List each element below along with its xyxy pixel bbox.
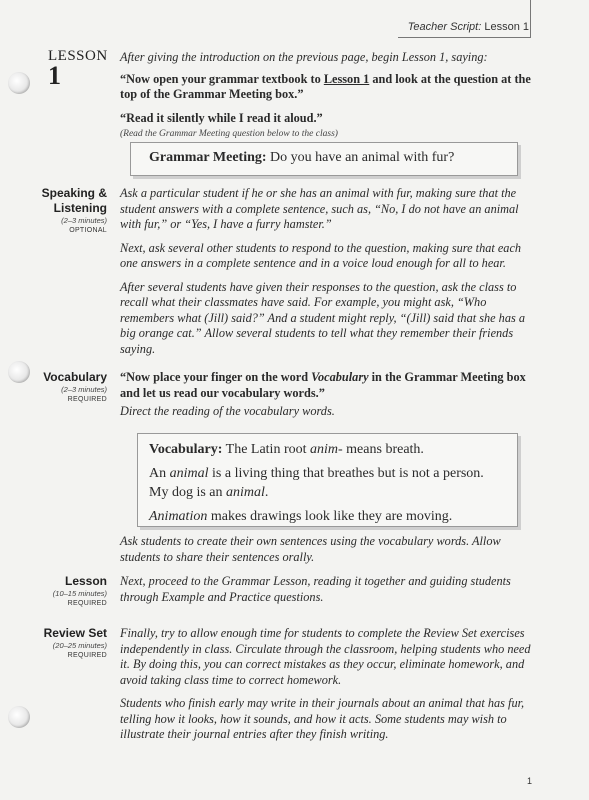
section-title: Review Set — [43, 626, 107, 640]
section-requirement: REQUIRED — [67, 600, 107, 607]
vocab-text: The Latin root — [222, 442, 310, 457]
review-set-body — [120, 626, 534, 743]
paragraph: Direct the reading of the vocabulary words. — [120, 404, 335, 418]
running-header — [408, 21, 529, 33]
speaking-listening-heading — [42, 186, 107, 235]
section-minutes: (20–25 minutes) — [52, 641, 107, 650]
vocab-word: animal — [226, 485, 265, 500]
vocab-text: means breath. — [342, 442, 424, 457]
lesson-number: 1 — [48, 61, 61, 90]
grammar-meeting-text — [149, 150, 454, 166]
section-minutes: (2–3 minutes) — [61, 216, 107, 225]
grammar-meeting-box — [130, 142, 518, 176]
vocabulary-quote — [120, 370, 534, 401]
header-script-label: Teacher Script: — [407, 21, 482, 33]
vocab-text: is a living thing that breathes but is not a person. My dog is an — [149, 466, 484, 500]
vocabulary-box-text — [149, 440, 499, 526]
paragraph: Students who finish early may write in their journals about an animal that has fur, telling how it looks, how it sounds, and how it acts. Some students may wish to illustrate their journal entries after they finish writing. — [120, 696, 525, 741]
paragraph: After several students have given their responses to the question, ask the class to recall what their classmates have said. For example, you might ask, “Who remembers what (Jill) said?” And a student might reply, “(Jill) said that she has a big orange cat.” Allow several students to tell what they remember their friends saying. — [120, 279, 525, 356]
section-requirement: REQUIRED — [67, 396, 107, 403]
lesson-paragraph: Next, proceed to the Grammar Lesson, reading it together and guiding students through Example and Practice questions. — [120, 574, 511, 604]
vocab-root: anim- — [310, 442, 343, 457]
section-title: Vocabulary — [43, 370, 107, 384]
vocabulary-after-paragraph: Ask students to create their own sentences using the vocabulary words. Allow students to share their sentences orally. — [120, 534, 501, 564]
binder-hole-icon — [8, 72, 30, 94]
intro-section — [120, 50, 534, 143]
quote-text: “Now place your finger on the word — [120, 370, 312, 384]
vocab-label: Vocabulary: — [149, 442, 223, 457]
vocab-word: Animation — [149, 509, 208, 524]
section-requirement: REQUIRED — [67, 652, 107, 659]
lesson-word: LESSON — [48, 48, 108, 64]
grammar-meeting-question: Do you have an animal with fur? — [270, 150, 455, 165]
section-title: Listening — [53, 201, 107, 215]
quote-text: and look at the question at the top of the Grammar Meeting box.” — [120, 71, 531, 101]
vocabulary-body — [120, 370, 534, 420]
header-horizontal-rule — [398, 37, 530, 38]
vocab-text: . — [264, 485, 269, 500]
section-minutes: (2–3 minutes) — [61, 385, 107, 394]
section-title: Lesson — [64, 574, 107, 588]
intro-line: After giving the introduction on the previous page, begin Lesson 1, saying: — [120, 50, 488, 64]
grammar-meeting-label: Grammar Meeting: — [149, 150, 267, 165]
section-minutes: (10–15 minutes) — [52, 589, 107, 598]
header-lesson-label: Lesson 1 — [484, 21, 529, 33]
intro-quote-2: “Read it silently while I read it aloud.” — [120, 110, 323, 125]
vocab-line-1 — [149, 440, 499, 459]
paragraph: Finally, try to allow enough time for students to complete the Review Set exercises independently in class. Circulate through the classroom, helping students who need it. By doing this, you can correct mistakes as they occur, eliminate homework, and avoid taking class time to correct homework. — [120, 626, 531, 687]
header-vertical-rule — [530, 0, 531, 38]
paragraph: Ask a particular student if he or she has an animal with fur, making sure that the student answers with a complete sentence, such as, “No, I do not have an animal with fur,” or “Yes, I have a furry hamster.” — [120, 186, 519, 231]
vocab-word: animal — [169, 466, 209, 481]
vocab-line-2 — [149, 464, 499, 502]
lesson-link: Lesson 1 — [323, 71, 370, 86]
vocab-line-3 — [149, 507, 499, 526]
quote-text: “Now open your grammar textbook to — [120, 71, 324, 86]
vocabulary-box — [137, 433, 518, 527]
quote-word: Vocabulary — [311, 370, 369, 384]
intro-note: (Read the Grammar Meeting question below to the class) — [120, 129, 338, 139]
lesson-heading — [53, 574, 107, 608]
page-number: 1 — [527, 776, 533, 786]
review-set-heading — [44, 626, 107, 660]
vocab-text: makes drawings look like they are moving. — [207, 509, 453, 524]
section-requirement: OPTIONAL — [69, 227, 107, 234]
section-title: Speaking & — [41, 186, 107, 200]
vocab-text: An — [149, 466, 170, 481]
intro-quote-1 — [120, 72, 534, 103]
speaking-listening-body — [120, 186, 534, 357]
paragraph: Next, ask several other students to respond to the question, making sure that each one answers in a complete sentence and in a voice loud enough for all to hear. — [120, 240, 522, 270]
binder-hole-icon — [8, 706, 30, 728]
binder-hole-icon — [8, 361, 30, 383]
quote-text: in the Grammar Meeting box and let us read our vocabulary words.” — [120, 370, 526, 400]
vocabulary-heading — [43, 370, 107, 404]
